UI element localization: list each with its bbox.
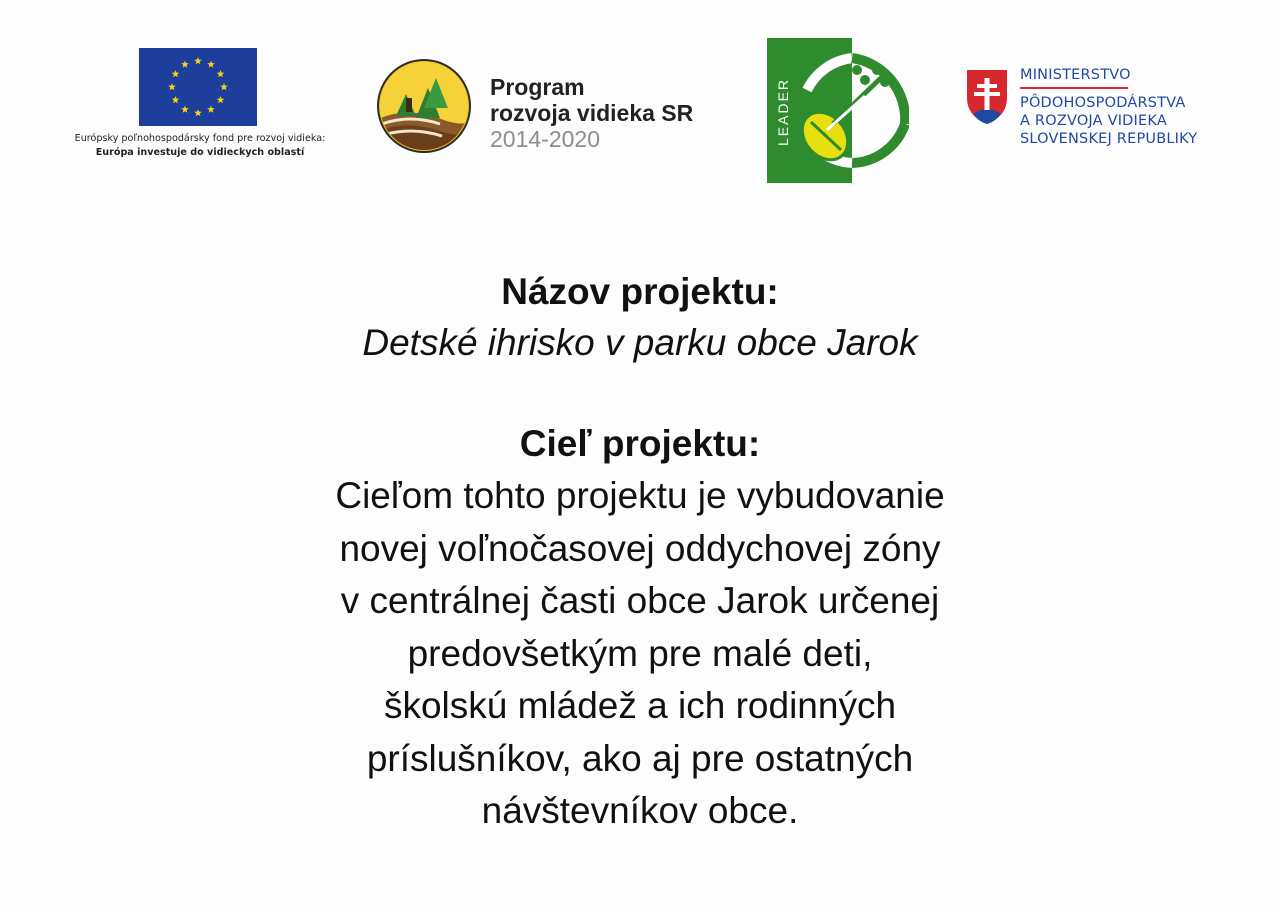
goal-line: školskú mládež a ich rodinných xyxy=(383,685,897,726)
goal-line: návštevníkov obce. xyxy=(481,790,799,831)
eu-logo xyxy=(50,48,350,158)
ministry-line1: MINISTERSTVO xyxy=(1020,66,1128,89)
ministry-line3: A ROZVOJA VIDIEKA xyxy=(1020,113,1167,129)
leader-label: LEADER xyxy=(775,77,791,146)
prv-title-line1: Program xyxy=(490,74,585,100)
slovak-coat-of-arms-icon xyxy=(965,68,1009,126)
goal-line: novej voľnočasovej oddychovej zóny xyxy=(339,527,941,569)
eu-fund-text: Európsky poľnohospodársky fond pre rozvoj vidieka: xyxy=(74,133,326,144)
ministry-line2: PÔDOHOSPODÁRSTVA xyxy=(1020,95,1186,111)
ministry-line4: SLOVENSKEJ REPUBLIKY xyxy=(1020,131,1198,147)
goal-line: v centrálnej časti obce Jarok určenej xyxy=(340,580,940,621)
project-goal-text xyxy=(0,470,1280,838)
goal-line: príslušníkov, ako aj pre ostatných xyxy=(366,737,914,779)
project-goal-heading: Cieľ projektu: xyxy=(519,423,761,464)
eu-slogan-text: Európa investuje do vidieckych oblastí xyxy=(95,147,305,158)
goal-line: Cieľom tohto projektu je vybudovanie xyxy=(335,475,945,516)
rural-development-program-text xyxy=(490,74,693,152)
rural-development-program-emblem-icon xyxy=(376,58,472,154)
ministry-name xyxy=(1020,66,1197,148)
logo-bar xyxy=(0,0,1280,200)
project-info xyxy=(0,266,1280,838)
prv-period: 2014-2020 xyxy=(490,126,600,152)
project-name-heading: Názov projektu: xyxy=(501,271,779,312)
prv-title-line2: rozvoja vidieka SR xyxy=(490,100,694,126)
project-name: Detské ihrisko v parku obce Jarok xyxy=(362,322,918,363)
leader-logo-icon xyxy=(767,38,909,183)
eu-flag-icon xyxy=(139,48,257,126)
goal-line: predovšetkým pre malé deti, xyxy=(407,632,873,674)
